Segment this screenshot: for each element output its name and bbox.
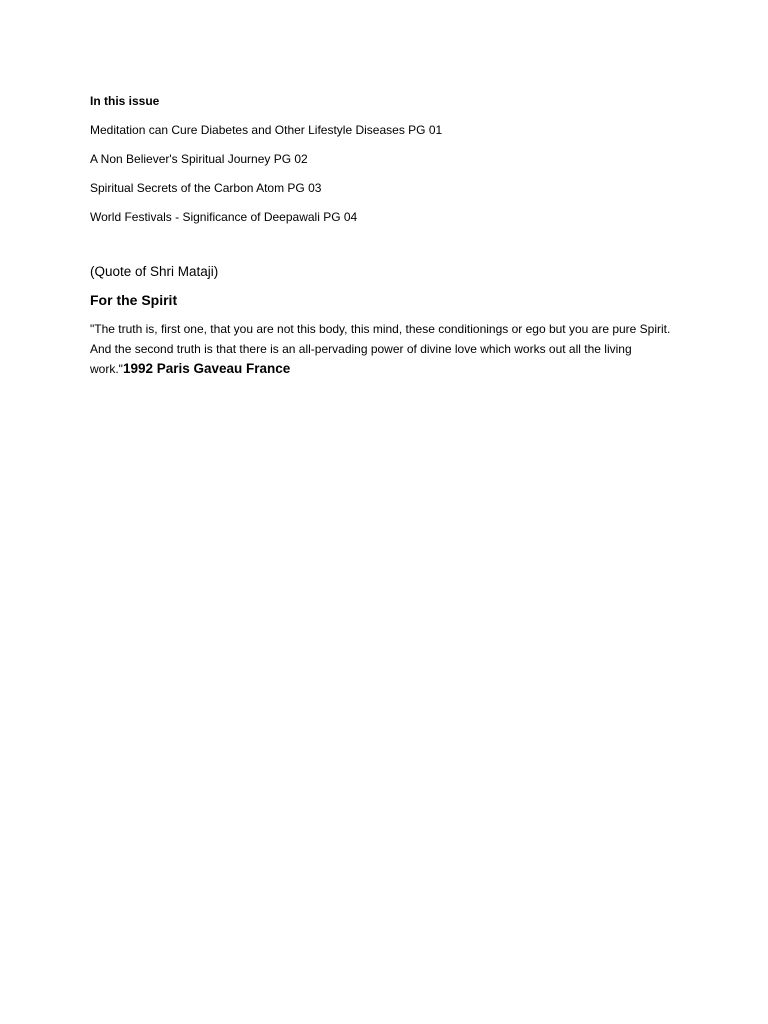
quote-attribution: (Quote of Shri Mataji)	[90, 264, 219, 279]
toc-list	[90, 122, 682, 225]
toc-item-label: A Non Believer's Spiritual Journey PG 02	[90, 152, 308, 166]
quote-source: 1992 Paris Gaveau France	[122, 361, 291, 376]
toc-item-meditation-diabetes	[90, 122, 682, 138]
toc-item-carbon-atom	[90, 180, 682, 196]
toc-item-label: Meditation can Cure Diabetes and Other Lifestyle Diseases PG 01	[90, 123, 443, 137]
toc-item-deepawali	[90, 209, 682, 225]
toc-item-non-believer-journey	[90, 151, 682, 167]
toc-heading: In this issue	[90, 94, 160, 108]
toc-item-label: World Festivals - Significance of Deepawali PG 04	[90, 210, 358, 224]
section-heading: For the Spirit	[90, 292, 178, 308]
toc-item-label: Spiritual Secrets of the Carbon Atom PG 03	[90, 181, 322, 195]
page-content	[90, 93, 682, 380]
quote-text: "The truth is, first one, that you are not this body, this mind, these conditionings or ego but you are pure Spirit. And the second truth is that there is an all-pervading power of divine love which works out all the living work."	[90, 322, 671, 376]
quote-paragraph	[90, 320, 682, 380]
